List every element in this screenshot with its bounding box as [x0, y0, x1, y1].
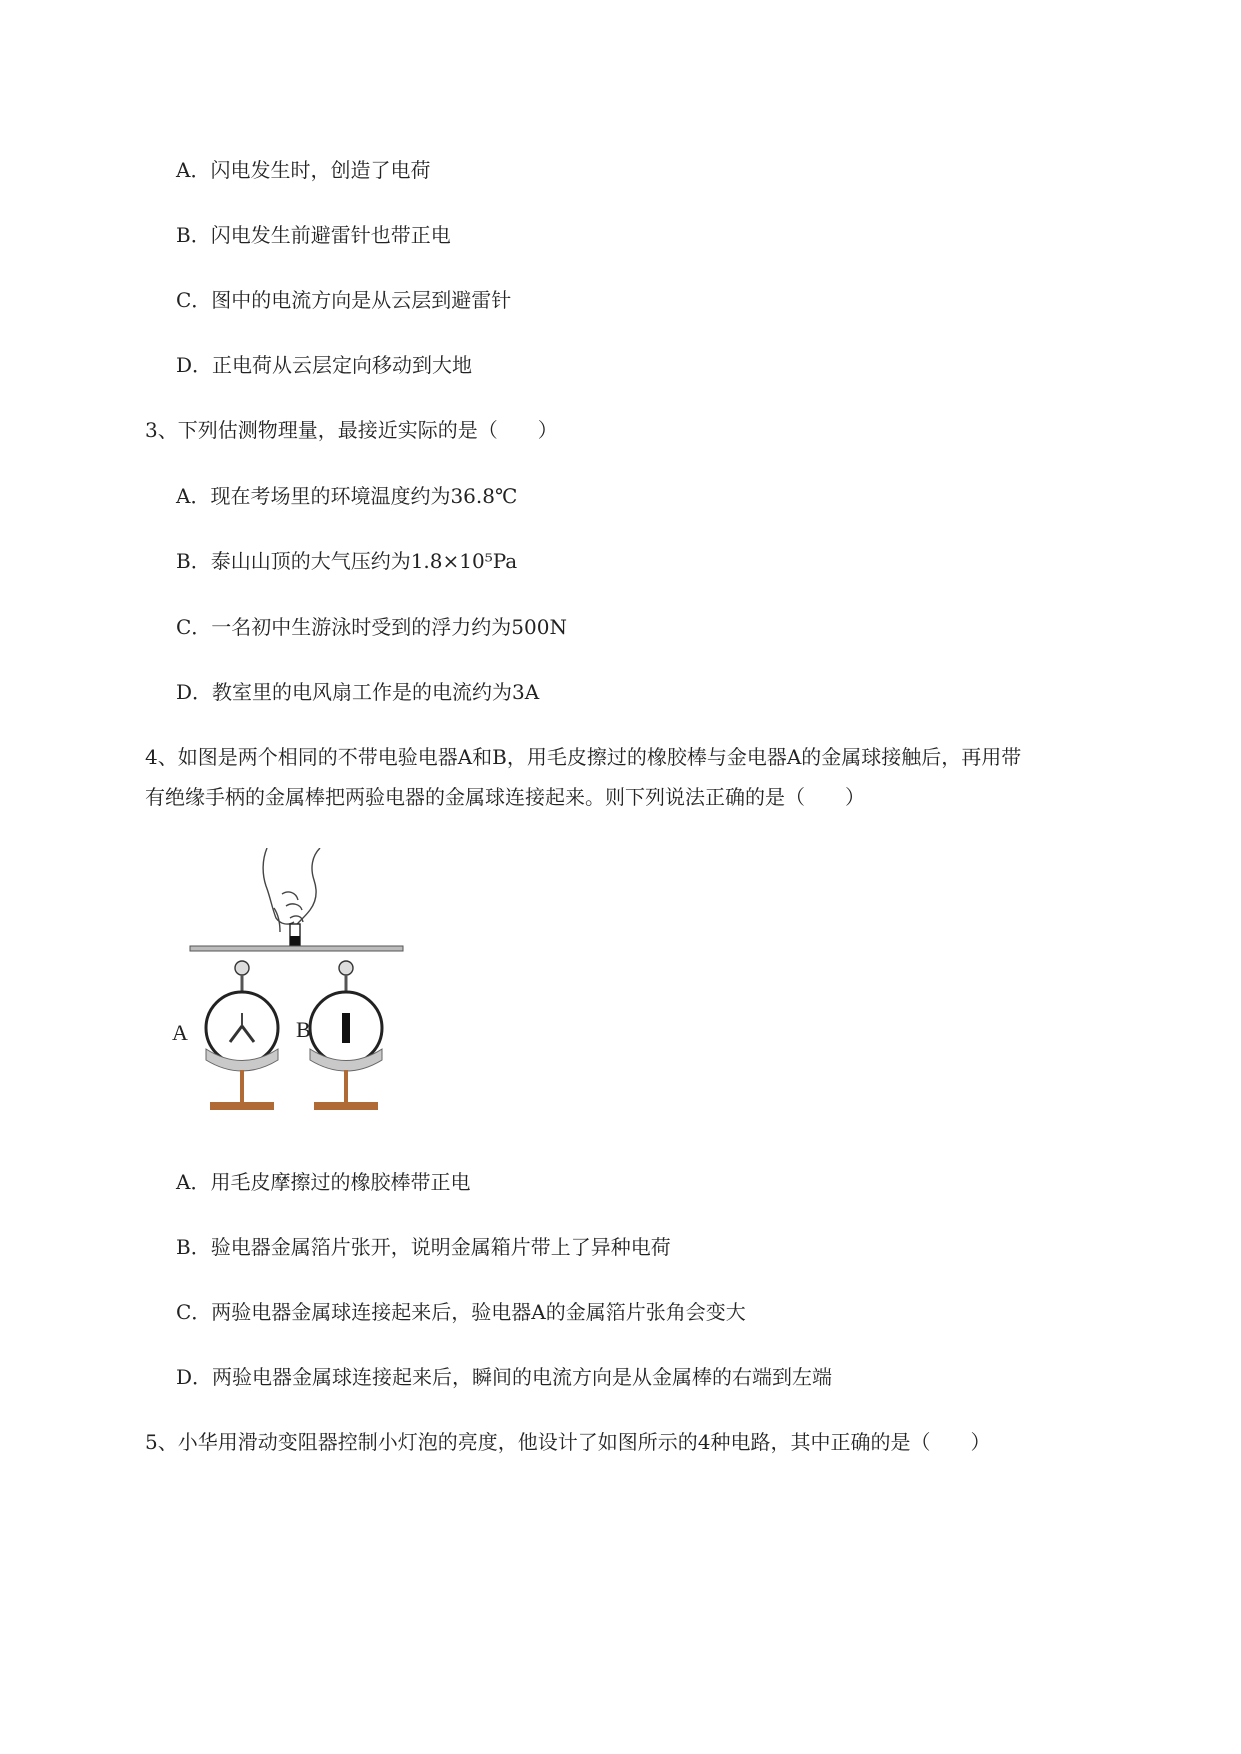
- q4-option-a: A．用毛皮摩擦过的橡胶棒带正电: [176, 1170, 471, 1194]
- q2-option-d: D．正电荷从云层定向移动到大地: [176, 353, 473, 377]
- label-b: B: [296, 1017, 311, 1042]
- q4-option-b: B．验电器金属箔片张开，说明金属箱片带上了异种电荷: [176, 1235, 671, 1259]
- q2-option-a: A．闪电发生时，创造了电荷: [176, 158, 431, 182]
- handle-base: [290, 936, 300, 946]
- q3-stem: 3、下列估测物理量，最接近实际的是（ ）: [145, 418, 558, 442]
- q3-option-c: C．一名初中生游泳时受到的浮力约为500N: [176, 615, 567, 639]
- q4-option-c: C．两验电器金属球连接起来后，验电器A的金属箔片张角会变大: [176, 1300, 746, 1324]
- electroscope-b: [310, 961, 382, 1110]
- q5-stem: 5、小华用滑动变阻器控制小灯泡的亮度，他设计了如图所示的4种电路，其中正确的是（ ）: [145, 1430, 991, 1454]
- q2-option-b: B．闪电发生前避雷针也带正电: [176, 223, 451, 247]
- hand-icon: [263, 848, 320, 932]
- q4-stem-line2: 有绝缘手柄的金属棒把两验电器的金属球连接起来。则下列说法正确的是（ ）: [145, 785, 865, 809]
- q4-option-d: D．两验电器金属球连接起来后，瞬间的电流方向是从金属棒的右端到左端: [176, 1365, 833, 1389]
- metal-rod: [190, 946, 403, 951]
- q3-option-b: B．泰山山顶的大气压约为1.8×10⁵Pa: [176, 549, 518, 573]
- q4-stem-line1: 4、如图是两个相同的不带电验电器A和B，用毛皮擦过的橡胶棒与金电器A的金属球接触后，再用带: [145, 745, 1022, 769]
- q3-option-a: A．现在考场里的环境温度约为36.8℃: [176, 484, 518, 508]
- electroscope-figure: [170, 848, 420, 1123]
- label-a: A: [172, 1020, 188, 1045]
- q3-option-d: D．教室里的电风扇工作是的电流约为3A: [176, 680, 540, 704]
- electroscope-a: [206, 961, 278, 1110]
- q2-option-c: C．图中的电流方向是从云层到避雷针: [176, 288, 512, 312]
